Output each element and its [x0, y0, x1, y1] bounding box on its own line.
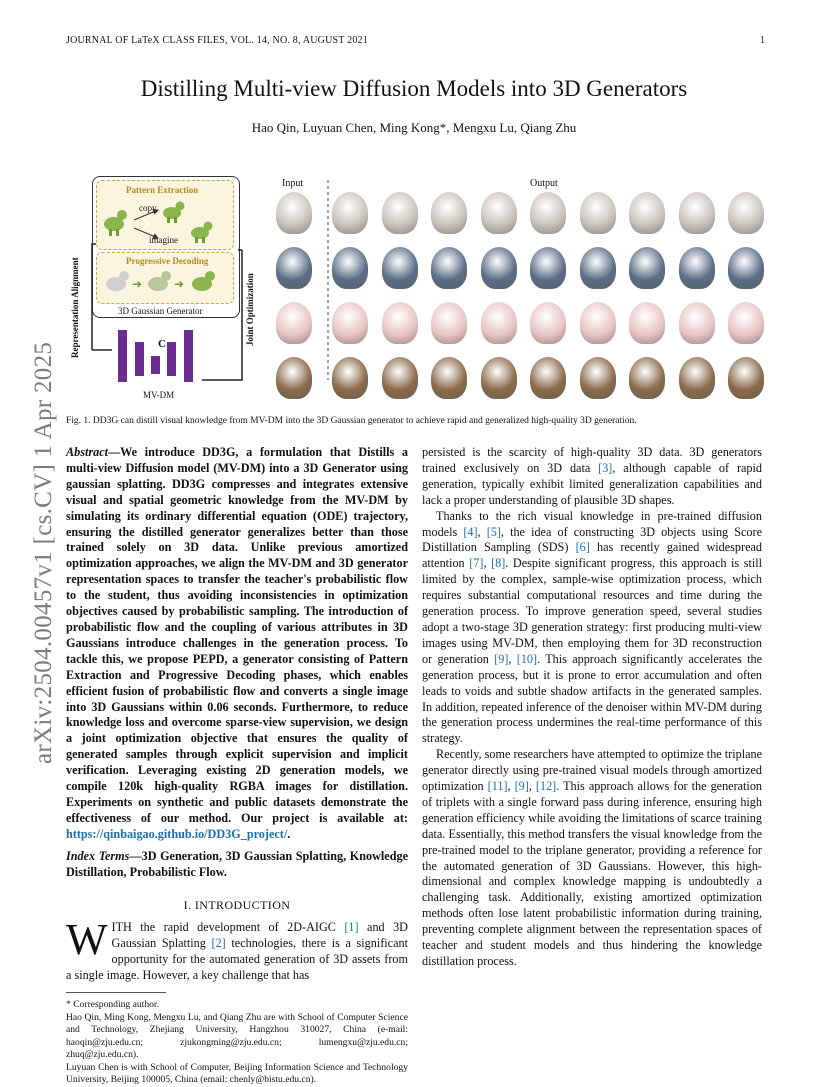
pattern-extraction-label: Pattern Extraction [126, 185, 199, 195]
citation-link[interactable]: [1] [344, 920, 359, 935]
citation-link[interactable]: [10] [516, 651, 538, 666]
raccoon-thumbnail [382, 247, 418, 289]
paper-title: Distilling Multi-view Diffusion Models into 3D Generators [140, 76, 688, 101]
abstract-text: —We introduce DD3G, a formulation that Distills a multi-view Diffusion model (MV-DM) into a 3D Generator using gaussian splatting. DD3G compresses and integrates extensive visual and spatial geometric knowledge from the MV-DM by simulating its ordinary differential equation (ODE) trajectory, ensuring the distilled generator generalizes better than those trained solely on 3D data. Unlike previous amortized optimization approaches, we align the MV-DM and 3D generator representation spaces to transfer the teacher's probabilistic flow to the student, thus avoiding inconsistencies in optimization objectives caused by probabilistic sampling. The introduction of probabilistic flow and the coupling of various attributes in 3D Gaussians introduce challenges in the generation process. To tackle this, we propose PEPD, a generator consisting of Pattern Extraction and Progressive Decoding phases, which enables efficient fusion of probabilistic flow and converts a single image into 3D Gaussians within 0.06 seconds. Furthermore, to reduce knowledge loss and overcome sparse-view supervision, we design a joint optimization objective that ensures the quality of generated samples through explicit supervision and implicit verification. Leveraging existing 2D generation models, we compile 120k high-quality RGBA images for distillation. Experiments on synthetic and public datasets demonstrate the effectiveness of our method. Our project is available at: [66, 445, 408, 825]
text: , [507, 779, 515, 794]
footnote-rule [66, 992, 166, 993]
raccoon-thumbnail [431, 247, 467, 289]
index-terms [66, 849, 408, 881]
raccoon-thumbnail [728, 247, 764, 289]
intro-text: and 3D Gaussian Splatting [111, 920, 408, 951]
cowboy-thumbnail [679, 357, 715, 399]
right-column [422, 445, 762, 970]
dropcap: W [66, 915, 108, 965]
left-column [66, 445, 408, 1087]
rooster-thumbnail [276, 192, 312, 234]
arrow-icon: ➜ [174, 277, 185, 291]
input-label: Input [282, 178, 304, 189]
copy-label: copy [139, 203, 157, 213]
cupcake-thumbnail [431, 302, 467, 344]
joint-optimization-label: Joint Optimization [245, 273, 255, 346]
text: Thanks to the rich visual knowledge in pre-trained diffusion models [422, 508, 762, 539]
citation-link[interactable]: [4] [463, 524, 478, 539]
cowboy-thumbnail [481, 357, 517, 399]
intro-text: technologies, there is a significant opportunity for the automated generation of 3D assets from a single image. However, a key challenge that has [66, 936, 408, 983]
arrow-icon: ➜ [132, 277, 143, 291]
footnote-corresponding: * Corresponding author. [66, 999, 159, 1010]
generator-label: 3D Gaussian Generator [118, 306, 203, 316]
cupcake-thumbnail [382, 302, 418, 344]
abstract [66, 445, 408, 843]
rooster-thumbnail [580, 192, 616, 234]
citation-link[interactable]: [9] [514, 779, 529, 794]
mvdm-bar [135, 342, 144, 376]
cupcake-thumbnail [332, 302, 368, 344]
citation-link[interactable]: [7] [469, 556, 484, 571]
output-label: Output [530, 178, 558, 189]
paragraph-2 [422, 509, 762, 748]
text: Recently, some researchers have attempted to optimize the triplane generator directly using pre-trained visual models through amortized optimization [422, 747, 762, 794]
footnote-affiliation-1: Hao Qin, Ming Kong, Mengxu Lu, and Qiang Zhu are with School of Computer Science and Technology, Zhejiang University, Hangzhou 310027, China (e-mail: haoqin@zju.edu.cn; zjukongming@zju.edu.cn; lumengxu@zju.edu.cn; zhuq@zju.edu.cn). [66, 1012, 408, 1060]
citation-link[interactable]: [12] [535, 779, 557, 794]
text: , [508, 651, 517, 666]
rooster-thumbnail [431, 192, 467, 234]
raccoon-thumbnail [530, 247, 566, 289]
cowboy-thumbnail [629, 357, 665, 399]
abstract-end: . [287, 826, 291, 841]
text: . This approach significantly accelerates the generation process, but it is prone to error accumulation and often leads to voids and subtle shadow artifacts in the generated samples. In addition, repeated inference of the denoiser within MV-DM during the generation process undermines the real-time performance of this strategy. [422, 651, 763, 746]
cupcake-thumbnail [580, 302, 616, 344]
abstract-lead: Abstract [66, 445, 108, 459]
cowboy-thumbnail [332, 357, 368, 399]
project-link[interactable]: https://qinbaigao.github.io/DD3G_project/ [66, 826, 288, 841]
figure-caption: Fig. 1. DD3G can distill visual knowledge from MV-DM into the 3D Gaussian generator to achieve rapid and generalized high-quality 3D generation. [66, 416, 637, 426]
footnote-affiliation-2: Luyuan Chen is with School of Computer, Beijing Information Science and Technology University, Beijing 100005, China (email: chenly@bistu.edu.cn). [66, 1062, 408, 1086]
rooster-thumbnail [481, 192, 517, 234]
dino-copy-icon [163, 202, 185, 224]
text: , the idea of constructing 3D objects using Score Distillation Sampling (SDS) [422, 524, 762, 555]
citation-link[interactable]: [6] [575, 540, 590, 555]
text: . This approach allows for the generation of triplets with a single forward pass during inference, ensuring high generation efficiency while avoiding the limitations of scarce training data. Essentially, this method transfers the visual knowledge from the pre-trained model to the triplane generator, providing a reference for the automated generation of 3D Gaussians. However, this high-dimensional and complex knowledge mapping is undoubtedly a challenging task. Additionally, existing amortized optimization methods often lose latent probabilistic information during training, preventing complete alignment between the representation spaces of teacher and student models and thus hindering the knowledge distillation process. [422, 779, 763, 968]
cowboy-thumbnail [382, 357, 418, 399]
imagine-label: imagine [149, 235, 178, 245]
text: . Despite significant progress, this approach is still limited by the complex, sample-wise optimization process, which requires substantial computational resources and time during the generation process. To improve generation speed, several studies adopt a two-stage 3D generation strategy: first producing multi-view images using MV-DM, then employing them for 3D reconstruction or generation [422, 556, 763, 666]
progressive-decoding-label: Progressive Decoding [126, 256, 209, 266]
output-grid [270, 192, 770, 392]
citation-link[interactable]: [8] [491, 556, 506, 571]
cowboy-thumbnail [431, 357, 467, 399]
paragraph-3 [422, 747, 762, 970]
index-terms-lead: Index Terms [66, 848, 130, 863]
text: , although capable of rapid generation, typically exhibit limited generalization capabilities and lack a proper understanding of plausible 3D shapes. [422, 460, 762, 507]
c-label: C [158, 338, 166, 350]
arxiv-stamp: arXiv:2504.00457v1 [cs.CV] 1 Apr 2025 [30, 341, 57, 764]
author-list: Hao Qin, Luyuan Chen, Ming Kong*, Mengxu Lu, Qiang Zhu [251, 120, 577, 135]
footnotes [66, 999, 408, 1086]
raccoon-thumbnail [629, 247, 665, 289]
page-number: 1 [760, 35, 765, 46]
section-heading-introduction: I. INTRODUCTION [183, 898, 291, 913]
cupcake-thumbnail [276, 302, 312, 344]
mvdm-label: MV-DM [143, 390, 175, 400]
raccoon-thumbnail [679, 247, 715, 289]
representation-alignment-label: Representation Alignment [70, 257, 80, 358]
mvdm-bar [151, 356, 160, 374]
cupcake-thumbnail [481, 302, 517, 344]
rooster-thumbnail [530, 192, 566, 234]
rooster-thumbnail [382, 192, 418, 234]
citation-link[interactable]: [3] [598, 460, 613, 475]
cupcake-thumbnail [629, 302, 665, 344]
intro-text: ITH the rapid development of 2D-AIGC [111, 920, 345, 935]
mvdm-bar [184, 330, 193, 382]
raccoon-thumbnail [276, 247, 312, 289]
dino-source-icon [104, 210, 127, 236]
text: , [477, 524, 487, 539]
cowboy-thumbnail [728, 357, 764, 399]
index-terms-text: —3D Generation, 3D Gaussian Splatting, Knowledge Distillation, Probabilistic Flow. [66, 848, 408, 879]
cupcake-thumbnail [530, 302, 566, 344]
citation-link[interactable]: [2] [211, 936, 226, 951]
citation-link[interactable]: [5] [486, 524, 501, 539]
rooster-thumbnail [728, 192, 764, 234]
cupcake-thumbnail [728, 302, 764, 344]
rooster-thumbnail [332, 192, 368, 234]
paragraph-1 [422, 445, 762, 509]
citation-link[interactable]: [9] [494, 651, 509, 666]
intro-paragraph [66, 915, 408, 984]
mvdm-bar [118, 330, 127, 382]
raccoon-thumbnail [332, 247, 368, 289]
cupcake-thumbnail [679, 302, 715, 344]
text: , [528, 779, 536, 794]
raccoon-thumbnail [481, 247, 517, 289]
rooster-thumbnail [679, 192, 715, 234]
rooster-thumbnail [629, 192, 665, 234]
text: persisted is the scarcity of high-quality 3D data. 3D generators trained exclusively on 3D data [422, 445, 762, 475]
text: has recently gained widespread attention [422, 540, 762, 571]
cowboy-thumbnail [530, 357, 566, 399]
citation-link[interactable]: [11] [487, 779, 508, 794]
mvdm-bar [167, 342, 176, 376]
text: , [483, 556, 492, 571]
cowboy-thumbnail [276, 357, 312, 399]
cowboy-thumbnail [580, 357, 616, 399]
raccoon-thumbnail [580, 247, 616, 289]
running-header: JOURNAL OF LaTeX CLASS FILES, VOL. 14, NO. 8, AUGUST 2021 [66, 35, 368, 46]
